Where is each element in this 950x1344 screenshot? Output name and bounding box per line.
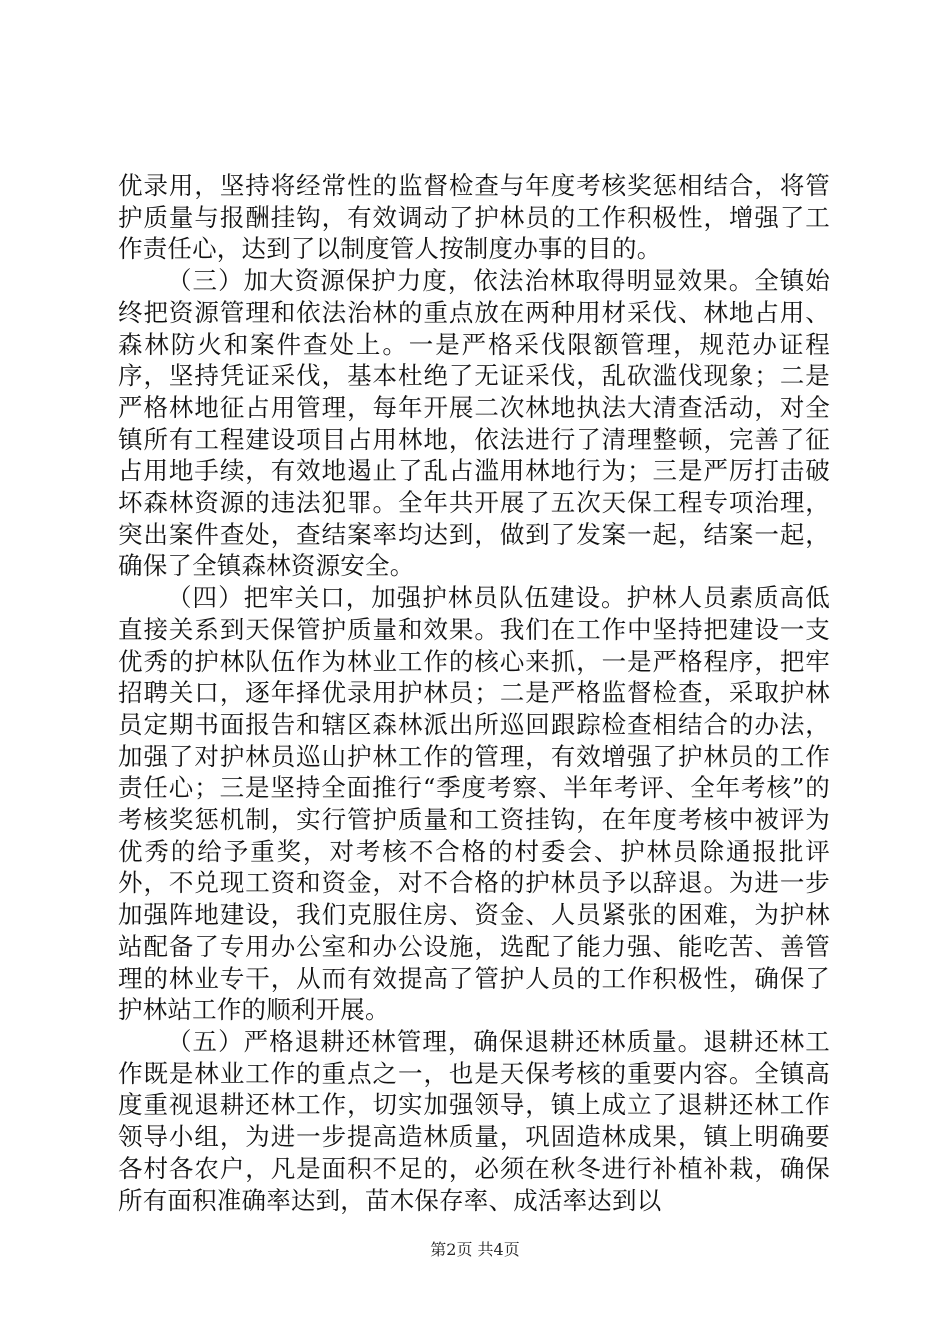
paragraph-ranger-team: （四）把牢关口，加强护林员队伍建设。护林人员素质高低直接关系到天保管护质量和效果。我们在工作中坚持把建设一支优秀的护林队伍作为林业工作的核心来抓，一是严格程序，把牢招聘关口，逐年择优录用护林员；二是严格监督检查，采取护林员定期书面报告和辖区森林派出所巡回跟踪检查相结合的办法，加强了对护林员巡山护林工作的管理，有效增强了护林员的工作责任心；三是坚持全面推行“季度考察、半年考评、全年考核”的考核奖惩机制，实行管护质量和工资挂钩，在年度考核中被评为优秀的给予重奖，对考核不合格的村委会、护林员除通报批评外，不兑现工资和资金，对不合格的护林员予以辞退。为进一步加强阵地建设，我们克服住房、资金、人员紧张的困难，为护林站配备了专用办公室和办公设施，选配了能力强、能吃苦、善管理的林业专干，从而有效提高了管护人员的工作积极性，确保了护林站工作的顺利开展。 [118,583,830,1025]
page-number-footer: 第2页 共4页 [430,1240,520,1259]
body-text [118,170,830,1216]
paragraph-continuation: 优录用，坚持将经常性的监督检查与年度考核奖惩相结合，将管护质量与报酬挂钩，有效调动了护林员的工作积极性，增强了工作责任心，达到了以制度管人按制度办事的目的。 [118,171,830,264]
paragraph-resource-protection: （三）加大资源保护力度，依法治林取得明显效果。全镇始终把资源管理和依法治林的重点放在两种用材采伐、林地占用、森林防火和案件查处上。一是严格采伐限额管理，规范办证程序，坚持凭证采伐，基本杜绝了无证采伐，乱砍滥伐现象；二是严格林地征占用管理，每年开展二次林地执法大清查活动，对全镇所有工程建设项目占用林地，依法进行了清理整顿，完善了征占用地手续，有效地遏止了乱占滥用林地行为；三是严厉打击破坏森林资源的违法犯罪。全年共开展了五次天保工程专项治理，突出案件查处，查结案率均达到，做到了发案一起，结案一起，确保了全镇森林资源安全。 [118,266,830,581]
paragraph-reforestation: （五）严格退耕还林管理，确保退耕还林质量。退耕还林工作既是林业工作的重点之一，也是天保考核的重要内容。全镇高度重视退耕还林工作，切实加强领导，镇上成立了退耕还林工作领导小组，为进一步提高造林质量，巩固造林成果，镇上明确要各村各农户，凡是面积不足的，必须在秋冬进行补植补栽，确保所有面积准确率达到，苗木保存率、成活率达到以 [118,1026,830,1215]
